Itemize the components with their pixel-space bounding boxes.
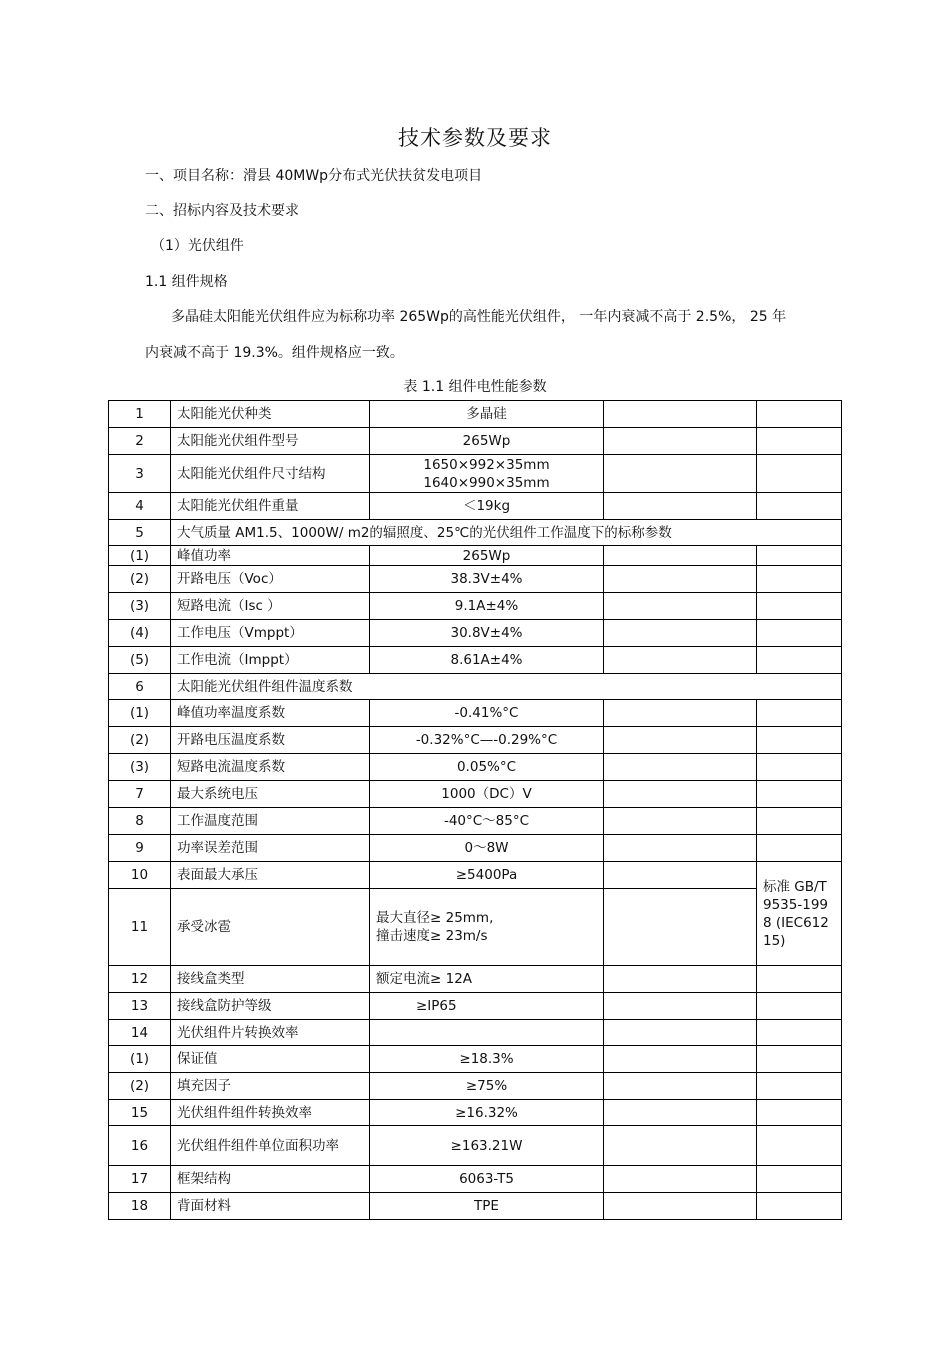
row-note	[757, 1020, 842, 1046]
row-number: (2)	[109, 566, 171, 593]
table-row	[109, 546, 842, 566]
row-blank	[604, 1126, 757, 1166]
row-value-line-2: 1640×990×35mm	[423, 474, 550, 491]
row-value: 38.3V±4%	[370, 566, 604, 593]
table-row	[109, 401, 842, 428]
table-row	[109, 455, 842, 493]
row-blank	[604, 1193, 757, 1220]
tender-content-heading: 二、招标内容及技术要求	[145, 203, 299, 219]
row-number: (3)	[109, 593, 171, 620]
row-value: 30.8V±4%	[370, 620, 604, 647]
table-row	[109, 1073, 842, 1100]
table-row	[109, 727, 842, 754]
row-blank	[604, 455, 757, 493]
row-note	[757, 966, 842, 993]
row-value	[370, 889, 604, 966]
row-blank	[604, 566, 757, 593]
row-note	[757, 727, 842, 754]
standard-note: 标准 GB/T 9535-1998 (IEC61215)	[757, 862, 842, 966]
row-item: 开路电压温度系数	[171, 727, 370, 754]
row-note	[757, 1046, 842, 1073]
table-row	[109, 1100, 842, 1126]
row-value: ≥5400Pa	[370, 862, 604, 889]
row-blank	[604, 727, 757, 754]
row-blank	[604, 700, 757, 727]
table-caption: 表 1.1 组件电性能参数	[403, 379, 547, 395]
row-item: 接线盒类型	[171, 966, 370, 993]
row-value: ≥IP65	[370, 993, 604, 1020]
row-note	[757, 781, 842, 808]
table-row	[109, 1126, 842, 1166]
row-blank	[604, 493, 757, 520]
row-value: 8.61A±4%	[370, 647, 604, 674]
row-number: 12	[109, 966, 171, 993]
row-item: 工作温度范围	[171, 808, 370, 835]
spec-paragraph-line-2: 内衰减不高于 19.3%。组件规格应一致。	[145, 345, 404, 361]
row-item: 光伏组件片转换效率	[171, 1020, 370, 1046]
row-blank	[604, 428, 757, 455]
row-item: 工作电流（Imppt）	[171, 647, 370, 674]
row-value: ≥16.32%	[370, 1100, 604, 1126]
row-item: 峰值功率温度系数	[171, 700, 370, 727]
table-row	[109, 1046, 842, 1073]
row-number: 8	[109, 808, 171, 835]
row-note	[757, 1073, 842, 1100]
table-row	[109, 566, 842, 593]
row-note	[757, 1126, 842, 1166]
row-value: ≥18.3%	[370, 1046, 604, 1073]
project-name-line: 一、项目名称：滑县 40MWp分布式光伏扶贫发电项目	[145, 168, 483, 184]
row-blank	[604, 808, 757, 835]
row-number: 16	[109, 1126, 171, 1166]
row-value: -0.32%°C—-0.29%°C	[370, 727, 604, 754]
spec-paragraph-line-1: 多晶硅太阳能光伏组件应为标称功率 265Wp的高性能光伏组件， 一年内衰减不高于 2.5%， 25 年	[171, 309, 787, 325]
row-item: 背面材料	[171, 1193, 370, 1220]
row-value: 6063-T5	[370, 1166, 604, 1193]
row-value: -0.41%°C	[370, 700, 604, 727]
row-number: 10	[109, 862, 171, 889]
row-number: (5)	[109, 647, 171, 674]
row-item: 短路电流（Isc ）	[171, 593, 370, 620]
row-note	[757, 1193, 842, 1220]
page-title: 技术参数及要求	[398, 126, 552, 150]
row-value: -40°C～85°C	[370, 808, 604, 835]
row-number: (2)	[109, 1073, 171, 1100]
row-note	[757, 428, 842, 455]
row-value: 1000（DC）V	[370, 781, 604, 808]
row-number: (1)	[109, 546, 171, 566]
row-note	[757, 566, 842, 593]
row-number: 15	[109, 1100, 171, 1126]
table-row	[109, 620, 842, 647]
row-note	[757, 1166, 842, 1193]
table-row	[109, 862, 842, 889]
table-row	[109, 808, 842, 835]
row-number: 5	[109, 520, 171, 546]
row-blank	[604, 647, 757, 674]
subsection-heading-spec: 1.1 组件规格	[145, 274, 228, 290]
table-row	[109, 520, 842, 546]
table-row	[109, 593, 842, 620]
row-note	[757, 1100, 842, 1126]
table-row	[109, 835, 842, 862]
table-row	[109, 428, 842, 455]
table-row	[109, 754, 842, 781]
row-blank	[604, 1046, 757, 1073]
row-blank	[604, 835, 757, 862]
row-blank	[604, 401, 757, 428]
row-note	[757, 754, 842, 781]
row-note	[757, 493, 842, 520]
row-note	[757, 401, 842, 428]
row-blank	[604, 1073, 757, 1100]
row-note	[757, 455, 842, 493]
row-blank	[604, 1100, 757, 1126]
row-value: 多晶硅	[370, 401, 604, 428]
row-item: 工作电压（Vmppt）	[171, 620, 370, 647]
row-number: 4	[109, 493, 171, 520]
table-row	[109, 966, 842, 993]
row-note	[757, 647, 842, 674]
table-row	[109, 889, 842, 966]
row-item: 功率误差范围	[171, 835, 370, 862]
row-item: 保证值	[171, 1046, 370, 1073]
row-blank	[604, 862, 757, 889]
row-item: 最大系统电压	[171, 781, 370, 808]
row-number: 9	[109, 835, 171, 862]
row-number: 13	[109, 993, 171, 1020]
row-value: TPE	[370, 1193, 604, 1220]
row-value	[370, 1020, 604, 1046]
table-row	[109, 1193, 842, 1220]
row-number: 18	[109, 1193, 171, 1220]
row-blank	[604, 1020, 757, 1046]
row-number: (1)	[109, 1046, 171, 1073]
row-item: 框架结构	[171, 1166, 370, 1193]
row-item: 太阳能光伏组件尺寸结构	[171, 455, 370, 493]
row-value	[370, 455, 604, 493]
row-value: 9.1A±4%	[370, 593, 604, 620]
row-blank	[604, 546, 757, 566]
row-item-merged: 大气质量 AM1.5、1000W/ m2的辐照度、25℃的光伏组件工作温度下的标称参数	[171, 520, 842, 546]
row-number: 1	[109, 401, 171, 428]
row-value: 0～8W	[370, 835, 604, 862]
row-number: 14	[109, 1020, 171, 1046]
row-blank	[604, 993, 757, 1020]
table-row	[109, 647, 842, 674]
row-item: 峰值功率	[171, 546, 370, 566]
row-number: 3	[109, 455, 171, 493]
row-value: ＜19kg	[370, 493, 604, 520]
section-heading-pv-module: （1）光伏组件	[151, 238, 244, 254]
row-value: 额定电流≥ 12A	[370, 966, 604, 993]
table-row	[109, 781, 842, 808]
row-item: 光伏组件组件转换效率	[171, 1100, 370, 1126]
row-blank	[604, 889, 757, 966]
row-blank	[604, 966, 757, 993]
row-note	[757, 700, 842, 727]
row-value: 0.05%°C	[370, 754, 604, 781]
row-number: (2)	[109, 727, 171, 754]
row-value-line-1: 最大直径≥ 25mm,	[376, 910, 494, 926]
row-value: ≥163.21W	[370, 1126, 604, 1166]
row-blank	[604, 620, 757, 647]
table-row	[109, 493, 842, 520]
row-number: 7	[109, 781, 171, 808]
row-item: 短路电流温度系数	[171, 754, 370, 781]
row-blank	[604, 754, 757, 781]
row-number: (1)	[109, 700, 171, 727]
table-row	[109, 1020, 842, 1046]
row-item-merged: 太阳能光伏组件组件温度系数	[171, 674, 842, 700]
table-row	[109, 1166, 842, 1193]
row-note	[757, 546, 842, 566]
table-row	[109, 674, 842, 700]
row-item: 光伏组件组件单位面积功率	[171, 1126, 370, 1166]
row-number: (4)	[109, 620, 171, 647]
row-item: 接线盒防护等级	[171, 993, 370, 1020]
row-blank	[604, 781, 757, 808]
row-item: 承受冰雹	[171, 889, 370, 966]
row-note	[757, 593, 842, 620]
row-value: ≥75%	[370, 1073, 604, 1100]
row-item: 开路电压（Voc）	[171, 566, 370, 593]
row-value-line-1: 1650×992×35mm	[423, 456, 550, 473]
row-number: 2	[109, 428, 171, 455]
row-value-line-2: 撞击速度≥ 23m/s	[376, 928, 488, 944]
row-item: 太阳能光伏种类	[171, 401, 370, 428]
row-number: 11	[109, 889, 171, 966]
spec-table	[108, 400, 842, 1220]
row-value: 265Wp	[370, 546, 604, 566]
row-note	[757, 620, 842, 647]
row-note	[757, 835, 842, 862]
table-row	[109, 993, 842, 1020]
row-item: 表面最大承压	[171, 862, 370, 889]
row-number: 17	[109, 1166, 171, 1193]
row-value: 265Wp	[370, 428, 604, 455]
table-row	[109, 700, 842, 727]
row-note	[757, 993, 842, 1020]
row-blank	[604, 1166, 757, 1193]
row-note	[757, 808, 842, 835]
row-blank	[604, 593, 757, 620]
row-item: 太阳能光伏组件重量	[171, 493, 370, 520]
row-item: 填充因子	[171, 1073, 370, 1100]
row-item: 太阳能光伏组件型号	[171, 428, 370, 455]
row-number: 6	[109, 674, 171, 700]
row-number: (3)	[109, 754, 171, 781]
